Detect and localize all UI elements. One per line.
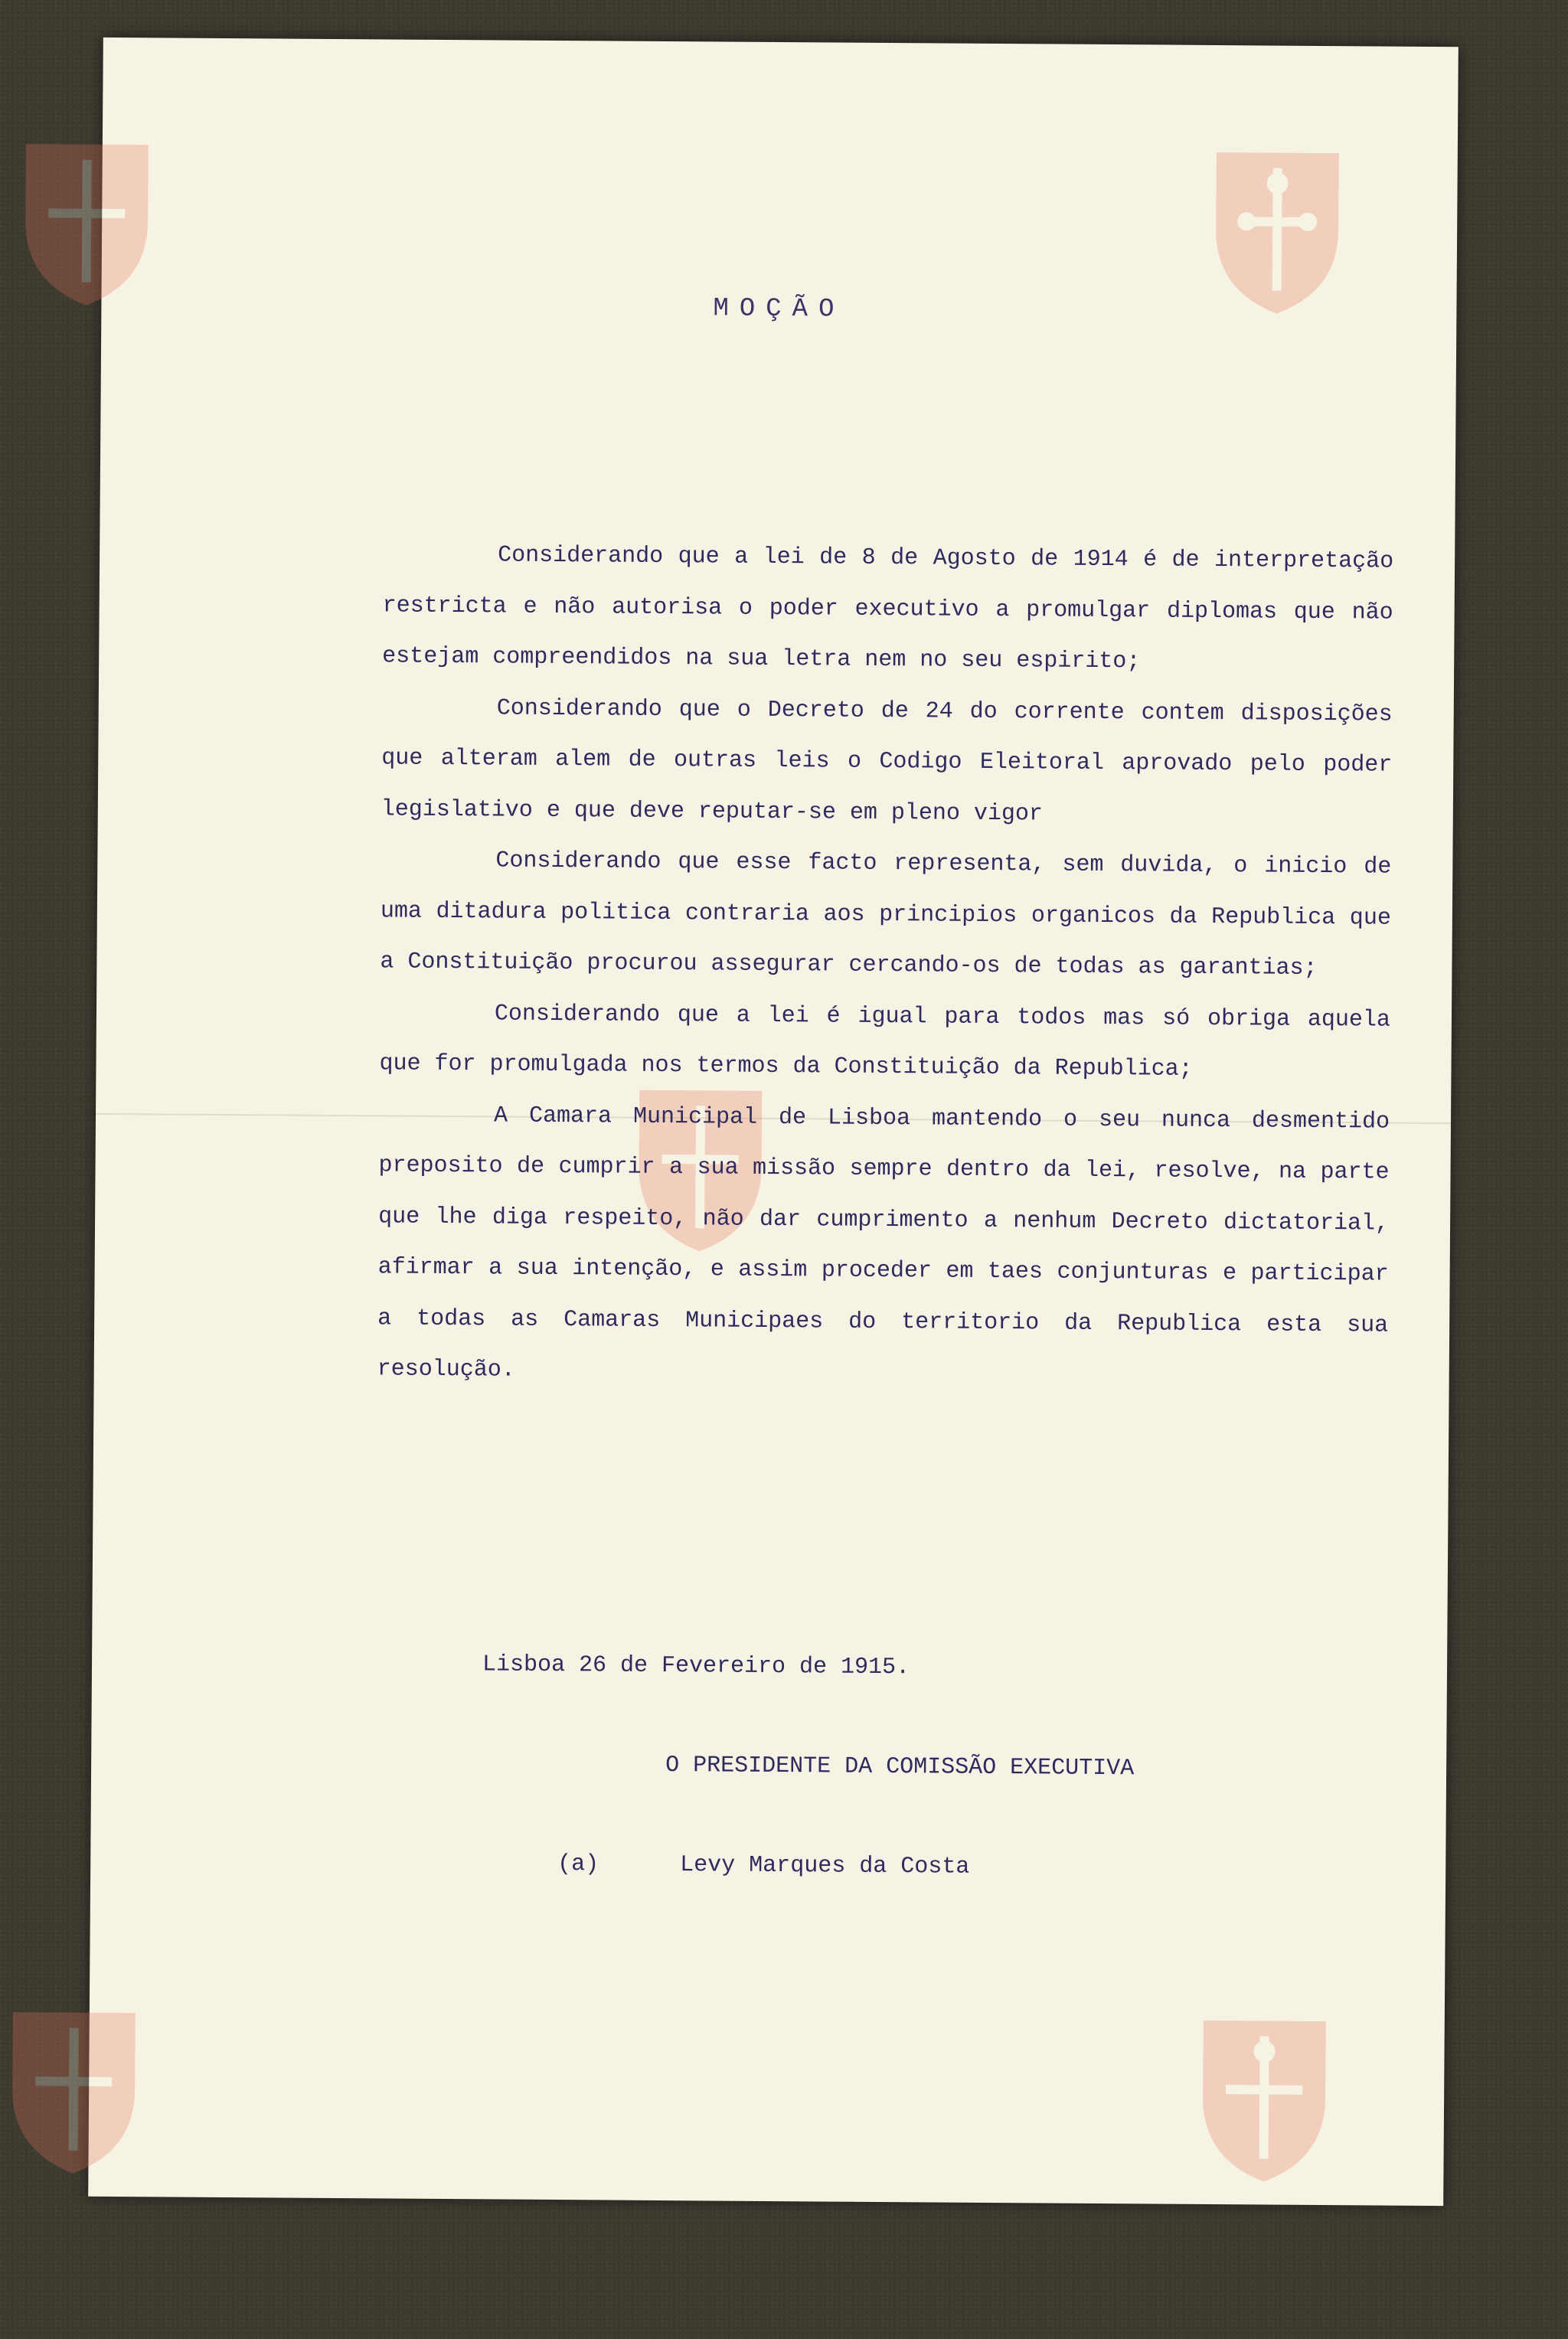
date-line: Lisboa 26 de Fevereiro de 1915. [482, 1651, 910, 1681]
signature-line [557, 1851, 969, 1880]
document-page [88, 38, 1459, 2206]
signature-mark: (a) [557, 1851, 599, 1878]
crest-watermark-icon [1200, 137, 1354, 322]
paragraph: A Camara Municipal de Lisboa mantendo o seu nunca desmentido preposito de cumprir a sua missão sempre dentro da lei, resolve, na parte que lhe diga respeito, não dar cumprimento a nenhum Decreto dictatorial, afirmar a sua intenção, e assim proceder em taes conjunturas e participar a todas as Camaras Municipaes do territorio da Republica esta sua resolução. [377, 1102, 1390, 1383]
signer-name: Levy Marques da Costa [680, 1852, 970, 1880]
paragraph: Considerando que o Decreto de 24 do corrente contem disposições que alteram alem de outras leis o Codigo Eleitoral aprovado pelo poder legislativo e que deve reputar-se em pleno vigor [381, 694, 1393, 827]
paragraph: Considerando que esse facto representa, sem duvida, o inicio de uma ditadura politica contraria aos principios organicos da Republica que a Constituição procurou assegurar cercando-os de todas as garantias; [380, 848, 1392, 982]
crest-watermark-icon [9, 129, 164, 313]
paragraph: Considerando que a lei de 8 de Agosto de 1914 é de interpretação restricta e não autorisa o poder executivo a promulgar diplomas que não estejam compreendidos na sua letra nem no seu espirito; [382, 542, 1394, 675]
signer-role: O PRESIDENTE DA COMISSÃO EXECUTIVA [665, 1753, 1135, 1782]
crest-watermark-icon [0, 1997, 151, 2181]
document-title: MOÇÃO [713, 294, 845, 325]
document-body [377, 529, 1393, 1402]
paragraph: Considerando que a lei é igual para todos mas só obriga aquela que for promulgada nos termos da Constituição da Republica; [379, 1000, 1391, 1083]
crest-watermark-icon [1187, 2005, 1341, 2190]
